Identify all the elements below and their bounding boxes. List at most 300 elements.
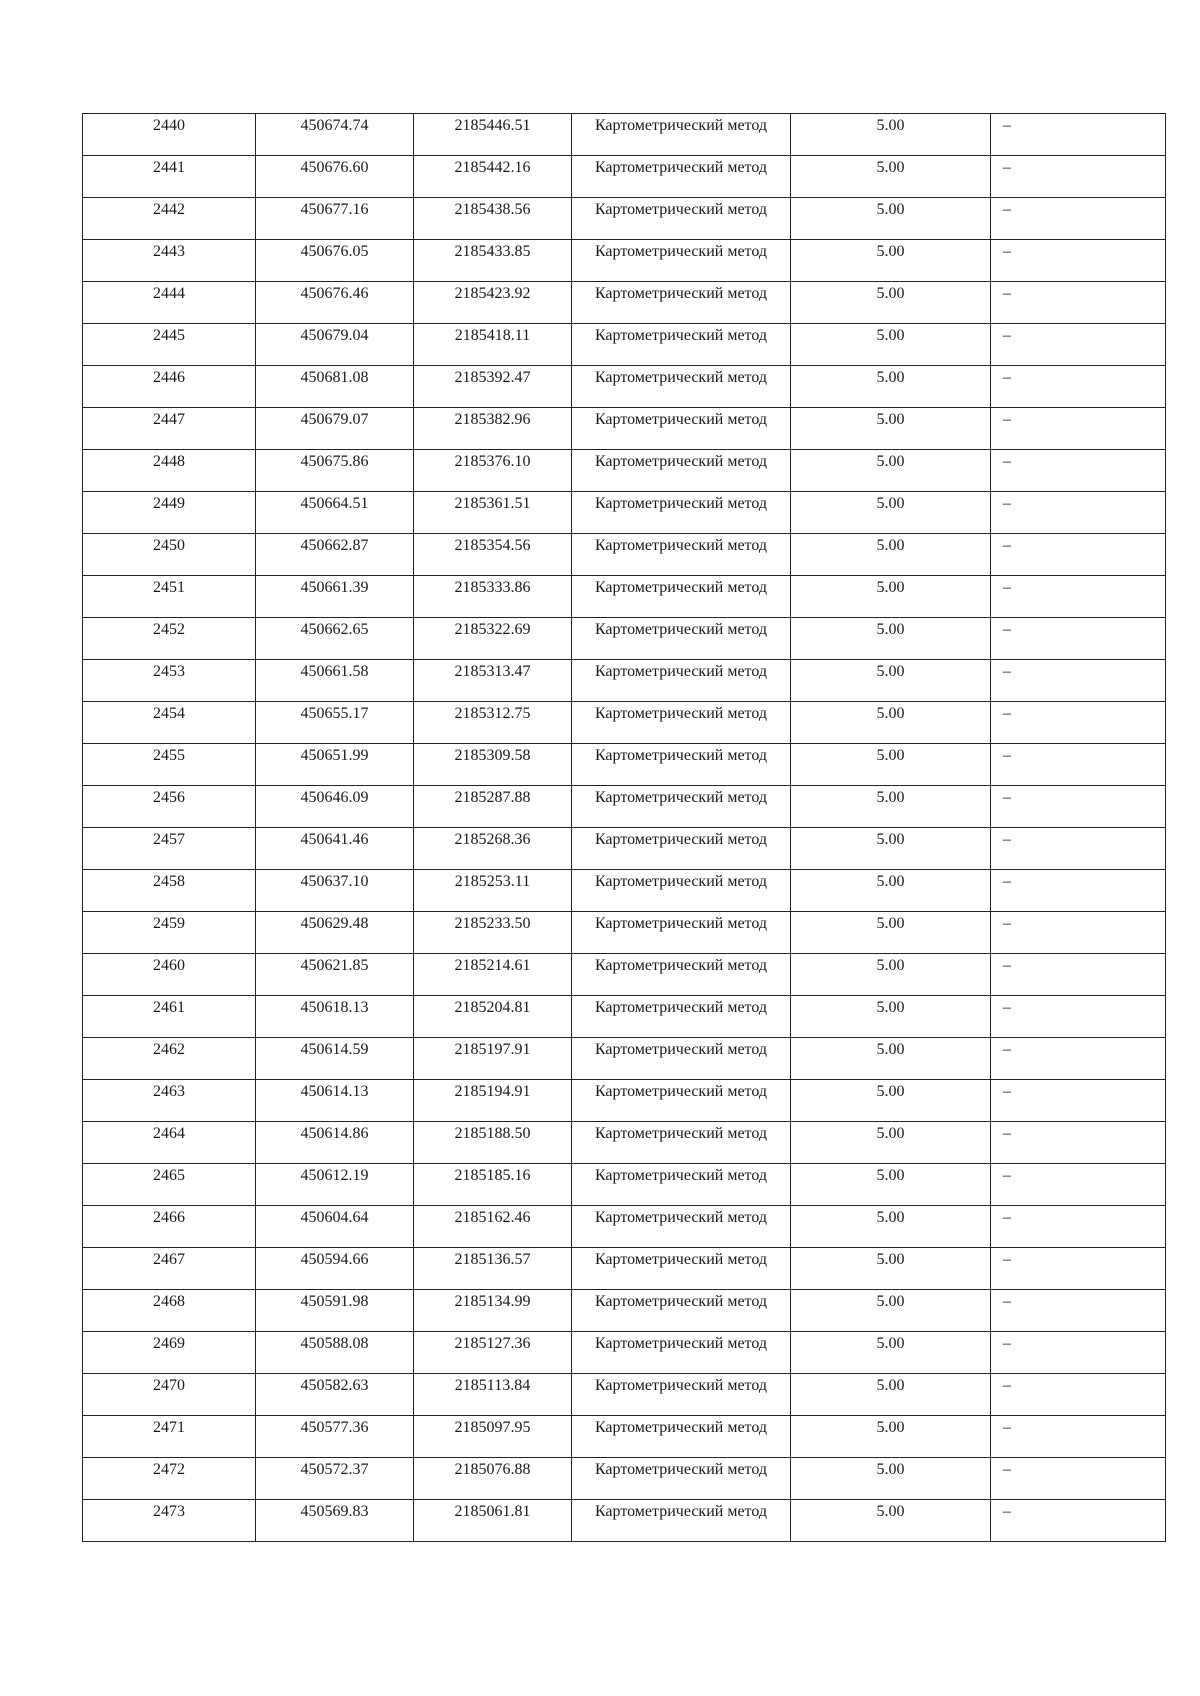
method-text: Картометрический метод [594, 495, 768, 512]
accuracy-text: 5.00 [876, 411, 905, 428]
note-cell [991, 324, 1166, 366]
x-coordinate-text: 450676.05 [300, 243, 369, 260]
accuracy-text: 5.00 [876, 1461, 905, 1478]
note-text: – [1003, 159, 1011, 176]
table-row [83, 156, 1166, 198]
accuracy-text: 5.00 [876, 1293, 905, 1310]
x-coordinate-cell [256, 1164, 414, 1206]
x-coordinate-text: 450676.46 [300, 285, 369, 302]
method-text: Картометрический метод [594, 285, 768, 302]
table-row [83, 408, 1166, 450]
accuracy-text: 5.00 [876, 285, 905, 302]
y-coordinate-text: 2185061.81 [454, 1503, 531, 1520]
note-text: – [1003, 495, 1011, 512]
method-cell [572, 954, 791, 996]
method-text: Картометрический метод [594, 1041, 768, 1058]
note-text: – [1003, 705, 1011, 722]
table-row [83, 702, 1166, 744]
y-coordinate-cell [414, 1416, 572, 1458]
point-number-text: 2450 [153, 537, 185, 554]
note-text: – [1003, 1335, 1011, 1352]
y-coordinate-cell [414, 912, 572, 954]
table-row [83, 618, 1166, 660]
table-row [83, 1458, 1166, 1500]
note-cell [991, 618, 1166, 660]
method-text: Картометрический метод [594, 1251, 768, 1268]
note-text: – [1003, 915, 1011, 932]
x-coordinate-cell [256, 660, 414, 702]
table-row [83, 324, 1166, 366]
table-row [83, 1038, 1166, 1080]
x-coordinate-text: 450621.85 [300, 957, 369, 974]
accuracy-text: 5.00 [876, 1125, 905, 1142]
accuracy-text: 5.00 [876, 1335, 905, 1352]
point-number-text: 2453 [153, 663, 185, 680]
y-coordinate-cell [414, 1248, 572, 1290]
y-coordinate-cell [414, 786, 572, 828]
accuracy-cell [791, 744, 991, 786]
note-text: – [1003, 1503, 1011, 1520]
x-coordinate-text: 450662.65 [300, 621, 369, 638]
note-text: – [1003, 243, 1011, 260]
note-cell [991, 1206, 1166, 1248]
method-text: Картометрический метод [594, 159, 768, 176]
method-cell [572, 450, 791, 492]
table-row [83, 1290, 1166, 1332]
x-coordinate-text: 450614.13 [300, 1083, 369, 1100]
table-row [83, 828, 1166, 870]
note-cell [991, 408, 1166, 450]
note-text: – [1003, 327, 1011, 344]
accuracy-text: 5.00 [876, 495, 905, 512]
y-coordinate-text: 2185268.36 [454, 831, 531, 848]
y-coordinate-text: 2185313.47 [454, 663, 531, 680]
method-cell [572, 618, 791, 660]
note-cell [991, 744, 1166, 786]
x-coordinate-text: 450637.10 [300, 873, 369, 890]
note-cell [991, 954, 1166, 996]
method-cell [572, 912, 791, 954]
accuracy-cell [791, 114, 991, 156]
table-row [83, 198, 1166, 240]
y-coordinate-cell [414, 198, 572, 240]
note-text: – [1003, 1419, 1011, 1436]
accuracy-cell [791, 828, 991, 870]
point-number-text: 2462 [153, 1041, 185, 1058]
method-cell [572, 576, 791, 618]
y-coordinate-text: 2185253.11 [454, 873, 531, 890]
accuracy-text: 5.00 [876, 1167, 905, 1184]
note-text: – [1003, 285, 1011, 302]
note-cell [991, 660, 1166, 702]
method-cell [572, 660, 791, 702]
x-coordinate-text: 450588.08 [300, 1335, 369, 1352]
point-number-cell [83, 576, 256, 618]
method-cell [572, 198, 791, 240]
point-number-text: 2441 [153, 159, 185, 176]
accuracy-text: 5.00 [876, 201, 905, 218]
accuracy-cell [791, 240, 991, 282]
accuracy-text: 5.00 [876, 831, 905, 848]
note-text: – [1003, 579, 1011, 596]
accuracy-cell [791, 282, 991, 324]
table-row [83, 282, 1166, 324]
method-cell [572, 366, 791, 408]
x-coordinate-text: 450641.46 [300, 831, 369, 848]
x-coordinate-cell [256, 744, 414, 786]
x-coordinate-cell [256, 828, 414, 870]
accuracy-cell [791, 1248, 991, 1290]
x-coordinate-text: 450679.04 [300, 327, 369, 344]
accuracy-text: 5.00 [876, 159, 905, 176]
y-coordinate-cell [414, 576, 572, 618]
x-coordinate-cell [256, 912, 414, 954]
note-cell [991, 870, 1166, 912]
note-text: – [1003, 411, 1011, 428]
point-number-cell [83, 114, 256, 156]
y-coordinate-cell [414, 324, 572, 366]
accuracy-text: 5.00 [876, 705, 905, 722]
y-coordinate-text: 2185446.51 [454, 117, 531, 134]
x-coordinate-text: 450655.17 [300, 705, 369, 722]
accuracy-cell [791, 534, 991, 576]
method-text: Картометрический метод [594, 411, 768, 428]
x-coordinate-cell [256, 996, 414, 1038]
x-coordinate-cell [256, 492, 414, 534]
table-row [83, 576, 1166, 618]
method-text: Картометрический метод [594, 915, 768, 932]
y-coordinate-cell [414, 1164, 572, 1206]
table-row [83, 534, 1166, 576]
note-text: – [1003, 1041, 1011, 1058]
note-cell [991, 912, 1166, 954]
method-cell [572, 324, 791, 366]
table-row [83, 1500, 1166, 1542]
note-text: – [1003, 1377, 1011, 1394]
x-coordinate-text: 450572.37 [300, 1461, 369, 1478]
method-cell [572, 492, 791, 534]
point-number-cell [83, 744, 256, 786]
method-cell [572, 828, 791, 870]
accuracy-cell [791, 1416, 991, 1458]
point-number-text: 2472 [153, 1461, 185, 1478]
y-coordinate-text: 2185136.57 [454, 1251, 531, 1268]
point-number-text: 2471 [153, 1419, 185, 1436]
accuracy-cell [791, 1164, 991, 1206]
point-number-cell [83, 954, 256, 996]
y-coordinate-cell [414, 366, 572, 408]
x-coordinate-cell [256, 240, 414, 282]
x-coordinate-cell [256, 1122, 414, 1164]
method-cell [572, 534, 791, 576]
method-text: Картометрический метод [594, 705, 768, 722]
point-number-cell [83, 1290, 256, 1332]
note-text: – [1003, 831, 1011, 848]
y-coordinate-text: 2185204.81 [454, 999, 531, 1016]
method-text: Картометрический метод [594, 1377, 768, 1394]
x-coordinate-text: 450662.87 [300, 537, 369, 554]
method-cell [572, 1164, 791, 1206]
note-text: – [1003, 201, 1011, 218]
y-coordinate-cell [414, 1290, 572, 1332]
accuracy-cell [791, 786, 991, 828]
method-text: Картометрический метод [594, 957, 768, 974]
x-coordinate-text: 450614.86 [300, 1125, 369, 1142]
method-text: Картометрический метод [594, 1461, 768, 1478]
x-coordinate-text: 450674.74 [300, 117, 369, 134]
method-cell [572, 1080, 791, 1122]
method-text: Картометрический метод [594, 243, 768, 260]
note-cell [991, 1080, 1166, 1122]
note-cell [991, 996, 1166, 1038]
x-coordinate-text: 450591.98 [300, 1293, 369, 1310]
point-number-cell [83, 408, 256, 450]
method-cell [572, 240, 791, 282]
y-coordinate-text: 2185134.99 [454, 1293, 531, 1310]
x-coordinate-cell [256, 1416, 414, 1458]
point-number-text: 2459 [153, 915, 185, 932]
x-coordinate-cell [256, 156, 414, 198]
note-cell [991, 156, 1166, 198]
x-coordinate-text: 450582.63 [300, 1377, 369, 1394]
method-text: Картометрический метод [594, 1335, 768, 1352]
y-coordinate-cell [414, 1206, 572, 1248]
accuracy-text: 5.00 [876, 1419, 905, 1436]
y-coordinate-text: 2185162.46 [454, 1209, 531, 1226]
method-text: Картометрический метод [594, 621, 768, 638]
accuracy-text: 5.00 [876, 873, 905, 890]
accuracy-cell [791, 1290, 991, 1332]
y-coordinate-text: 2185309.58 [454, 747, 531, 764]
note-cell [991, 1374, 1166, 1416]
y-coordinate-text: 2185438.56 [454, 201, 531, 218]
y-coordinate-text: 2185127.36 [454, 1335, 531, 1352]
note-cell [991, 702, 1166, 744]
note-text: – [1003, 957, 1011, 974]
note-cell [991, 1458, 1166, 1500]
note-text: – [1003, 369, 1011, 386]
method-text: Картометрический метод [594, 117, 768, 134]
point-number-text: 2457 [153, 831, 185, 848]
y-coordinate-text: 2185392.47 [454, 369, 531, 386]
x-coordinate-cell [256, 1290, 414, 1332]
accuracy-text: 5.00 [876, 243, 905, 260]
accuracy-cell [791, 492, 991, 534]
method-text: Картометрический метод [594, 789, 768, 806]
x-coordinate-cell [256, 576, 414, 618]
point-number-cell [83, 1374, 256, 1416]
point-number-cell [83, 912, 256, 954]
note-cell [991, 828, 1166, 870]
accuracy-text: 5.00 [876, 1377, 905, 1394]
note-text: – [1003, 999, 1011, 1016]
method-cell [572, 156, 791, 198]
method-cell [572, 996, 791, 1038]
y-coordinate-cell [414, 492, 572, 534]
accuracy-cell [791, 408, 991, 450]
point-number-text: 2447 [153, 411, 185, 428]
accuracy-cell [791, 450, 991, 492]
method-cell [572, 1458, 791, 1500]
point-number-text: 2454 [153, 705, 185, 722]
x-coordinate-cell [256, 366, 414, 408]
note-text: – [1003, 117, 1011, 134]
note-text: – [1003, 1125, 1011, 1142]
note-text: – [1003, 747, 1011, 764]
note-cell [991, 366, 1166, 408]
table-row [83, 954, 1166, 996]
method-cell [572, 1038, 791, 1080]
accuracy-text: 5.00 [876, 789, 905, 806]
note-text: – [1003, 663, 1011, 680]
accuracy-cell [791, 870, 991, 912]
method-cell [572, 1416, 791, 1458]
method-text: Картометрический метод [594, 1167, 768, 1184]
point-number-cell [83, 786, 256, 828]
note-text: – [1003, 1293, 1011, 1310]
point-number-cell [83, 1332, 256, 1374]
method-cell [572, 1374, 791, 1416]
table-row [83, 786, 1166, 828]
note-text: – [1003, 789, 1011, 806]
accuracy-text: 5.00 [876, 579, 905, 596]
note-cell [991, 534, 1166, 576]
method-cell [572, 702, 791, 744]
method-cell [572, 1500, 791, 1542]
x-coordinate-cell [256, 954, 414, 996]
x-coordinate-text: 450614.59 [300, 1041, 369, 1058]
y-coordinate-text: 2185423.92 [454, 285, 531, 302]
point-number-cell [83, 1458, 256, 1500]
note-cell [991, 1248, 1166, 1290]
x-coordinate-text: 450629.48 [300, 915, 369, 932]
point-number-cell [83, 618, 256, 660]
y-coordinate-text: 2185185.16 [454, 1167, 531, 1184]
note-text: – [1003, 621, 1011, 638]
point-number-cell [83, 534, 256, 576]
table-row [83, 1164, 1166, 1206]
x-coordinate-text: 450675.86 [300, 453, 369, 470]
x-coordinate-text: 450681.08 [300, 369, 369, 386]
x-coordinate-cell [256, 198, 414, 240]
point-number-text: 2467 [153, 1251, 185, 1268]
point-number-cell [83, 240, 256, 282]
method-text: Картометрический метод [594, 1293, 768, 1310]
x-coordinate-text: 450676.60 [300, 159, 369, 176]
point-number-text: 2451 [153, 579, 185, 596]
table-row [83, 114, 1166, 156]
method-text: Картометрический метод [594, 201, 768, 218]
method-text: Картометрический метод [594, 831, 768, 848]
x-coordinate-text: 450569.83 [300, 1503, 369, 1520]
point-number-text: 2463 [153, 1083, 185, 1100]
x-coordinate-text: 450604.64 [300, 1209, 369, 1226]
x-coordinate-text: 450661.39 [300, 579, 369, 596]
point-number-cell [83, 828, 256, 870]
y-coordinate-cell [414, 1080, 572, 1122]
x-coordinate-cell [256, 324, 414, 366]
note-cell [991, 576, 1166, 618]
method-text: Картометрический метод [594, 1083, 768, 1100]
method-text: Картометрический метод [594, 537, 768, 554]
table-row [83, 1332, 1166, 1374]
y-coordinate-text: 2185194.91 [454, 1083, 531, 1100]
x-coordinate-text: 450664.51 [300, 495, 369, 512]
method-cell [572, 282, 791, 324]
point-number-text: 2443 [153, 243, 185, 260]
note-text: – [1003, 537, 1011, 554]
method-cell [572, 870, 791, 912]
y-coordinate-cell [414, 450, 572, 492]
y-coordinate-text: 2185382.96 [454, 411, 531, 428]
accuracy-cell [791, 1080, 991, 1122]
y-coordinate-cell [414, 744, 572, 786]
y-coordinate-text: 2185376.10 [454, 453, 531, 470]
accuracy-cell [791, 1500, 991, 1542]
point-number-cell [83, 1416, 256, 1458]
x-coordinate-text: 450679.07 [300, 411, 369, 428]
x-coordinate-text: 450651.99 [300, 747, 369, 764]
method-text: Картометрический метод [594, 579, 768, 596]
y-coordinate-text: 2185197.91 [454, 1041, 531, 1058]
point-number-text: 2442 [153, 201, 185, 218]
method-cell [572, 114, 791, 156]
y-coordinate-cell [414, 954, 572, 996]
x-coordinate-cell [256, 786, 414, 828]
x-coordinate-cell [256, 1248, 414, 1290]
point-number-cell [83, 156, 256, 198]
method-text: Картометрический метод [594, 1419, 768, 1436]
note-cell [991, 1500, 1166, 1542]
point-number-cell [83, 870, 256, 912]
accuracy-text: 5.00 [876, 957, 905, 974]
y-coordinate-cell [414, 660, 572, 702]
x-coordinate-cell [256, 114, 414, 156]
accuracy-text: 5.00 [876, 537, 905, 554]
point-number-text: 2473 [153, 1503, 185, 1520]
accuracy-text: 5.00 [876, 915, 905, 932]
table-row [83, 1206, 1166, 1248]
table-row [83, 996, 1166, 1038]
y-coordinate-cell [414, 408, 572, 450]
y-coordinate-text: 2185322.69 [454, 621, 531, 638]
accuracy-text: 5.00 [876, 1209, 905, 1226]
x-coordinate-text: 450677.16 [300, 201, 369, 218]
y-coordinate-text: 2185076.88 [454, 1461, 531, 1478]
accuracy-text: 5.00 [876, 747, 905, 764]
y-coordinate-cell [414, 870, 572, 912]
accuracy-cell [791, 198, 991, 240]
y-coordinate-text: 2185188.50 [454, 1125, 531, 1142]
accuracy-text: 5.00 [876, 1251, 905, 1268]
method-cell [572, 1122, 791, 1164]
point-number-text: 2446 [153, 369, 185, 386]
table-row [83, 366, 1166, 408]
accuracy-cell [791, 618, 991, 660]
x-coordinate-text: 450577.36 [300, 1419, 369, 1436]
x-coordinate-text: 450594.66 [300, 1251, 369, 1268]
y-coordinate-cell [414, 114, 572, 156]
note-text: – [1003, 1251, 1011, 1268]
note-cell [991, 1164, 1166, 1206]
accuracy-text: 5.00 [876, 1041, 905, 1058]
x-coordinate-cell [256, 1500, 414, 1542]
point-number-cell [83, 1164, 256, 1206]
x-coordinate-cell [256, 1332, 414, 1374]
y-coordinate-cell [414, 156, 572, 198]
x-coordinate-cell [256, 282, 414, 324]
table-row [83, 450, 1166, 492]
